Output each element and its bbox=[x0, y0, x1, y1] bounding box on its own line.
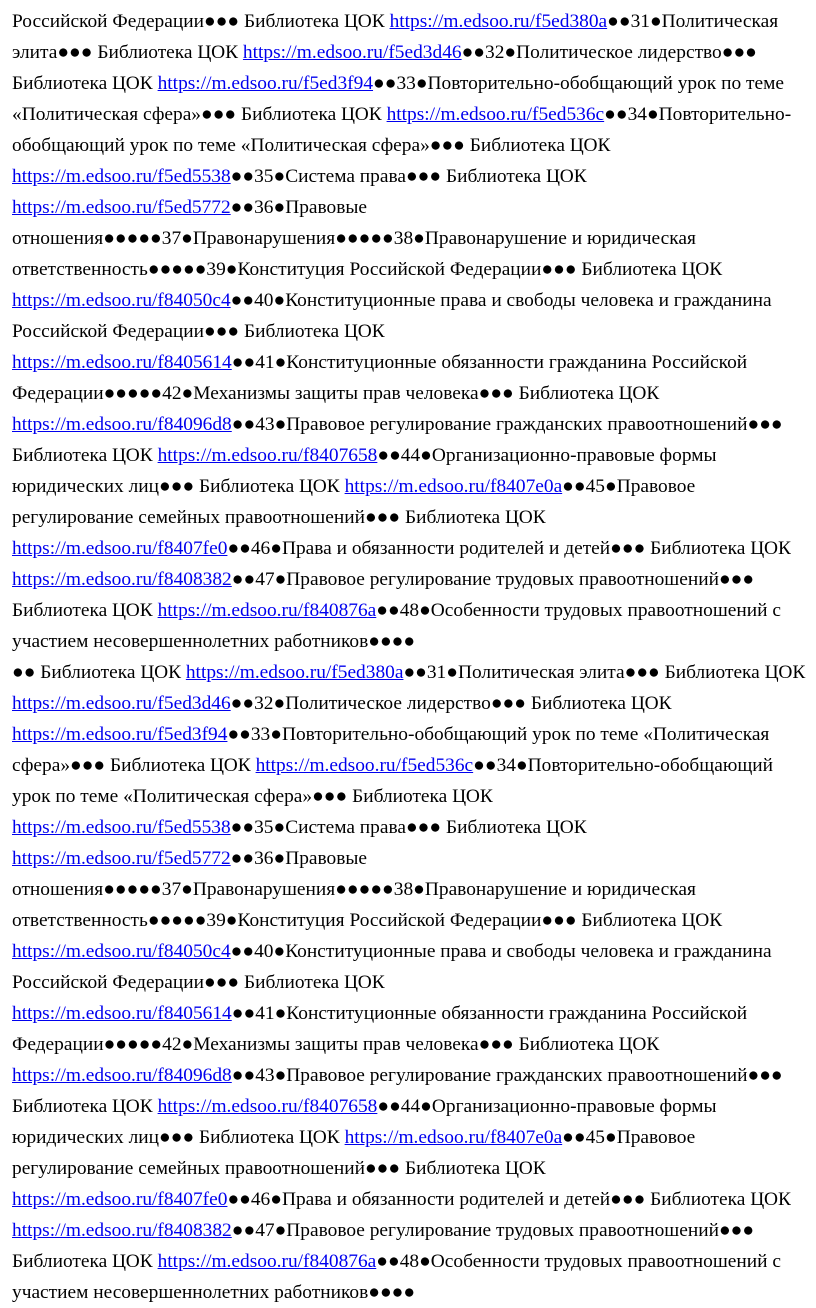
document-text: ●●32●Политическое лидерство●●● Библиотека ЦОК bbox=[230, 693, 672, 714]
document-text: ●●35●Система права●●● Библиотека ЦОК bbox=[230, 817, 587, 838]
library-link[interactable]: https://m.edsoo.ru/f5ed5772 bbox=[12, 848, 231, 869]
document-text: ●● Библиотека ЦОК bbox=[12, 662, 186, 683]
library-link[interactable]: https://m.edsoo.ru/f8408382 bbox=[12, 569, 232, 590]
document-text: ●●33●Повторительно-обобщающий урок по теме «Политическая сфера»●●● Библиотека ЦОК bbox=[12, 73, 784, 125]
library-link[interactable]: https://m.edsoo.ru/f840876a bbox=[157, 600, 377, 621]
library-link[interactable]: https://m.edsoo.ru/f8407658 bbox=[157, 445, 378, 466]
library-link[interactable]: https://m.edsoo.ru/f5ed3f94 bbox=[12, 724, 228, 745]
library-link[interactable]: https://m.edsoo.ru/f5ed3d46 bbox=[12, 693, 231, 714]
library-link[interactable]: https://m.edsoo.ru/f840876a bbox=[157, 1251, 377, 1272]
document-text: ●●31●Политическая элита●●● Библиотека ЦОК bbox=[403, 662, 806, 683]
document-text: ●●44●Организационно-правовые формы юридических лиц●●● Библиотека ЦОК bbox=[12, 445, 717, 497]
library-link[interactable]: https://m.edsoo.ru/f5ed3f94 bbox=[157, 73, 374, 94]
document-text: ●●47●Правовое регулирование трудовых правоотношений●●● Библиотека ЦОК bbox=[12, 1220, 755, 1272]
document-text: ●●40●Конституционные права и свободы человека и гражданина Российской Федерации●●● Библиотека ЦОК bbox=[12, 290, 772, 342]
library-link[interactable]: https://m.edsoo.ru/f8405614 bbox=[12, 1003, 232, 1024]
library-link[interactable]: https://m.edsoo.ru/f8407e0a bbox=[344, 1127, 563, 1148]
library-link[interactable]: https://m.edsoo.ru/f8405614 bbox=[12, 352, 232, 373]
library-link[interactable]: https://m.edsoo.ru/f84096d8 bbox=[12, 1065, 232, 1086]
document-text: ●●34●Повторительно-обобщающий урок по теме «Политическая сфера»●●● Библиотека ЦОК bbox=[12, 104, 792, 156]
document-text: ●●47●Правовое регулирование трудовых правоотношений●●● Библиотека ЦОК bbox=[12, 569, 755, 621]
library-link[interactable]: https://m.edsoo.ru/f8407fe0 bbox=[12, 538, 228, 559]
library-link[interactable]: https://m.edsoo.ru/f5ed536c bbox=[255, 755, 474, 776]
document-text: ●●34●Повторительно-обобщающий урок по теме «Политическая сфера»●●● Библиотека ЦОК bbox=[12, 755, 774, 807]
document-text: ●●31●Политическая элита●●● Библиотека ЦОК bbox=[12, 11, 779, 63]
library-link[interactable]: https://m.edsoo.ru/f8407e0a bbox=[344, 476, 563, 497]
library-link[interactable]: https://m.edsoo.ru/f5ed380a bbox=[185, 662, 404, 683]
library-link[interactable]: https://m.edsoo.ru/f5ed536c bbox=[386, 104, 605, 125]
document-text: ●●36●Правовые отношения●●●●●37●Правонарушения●●●●●38●Правонарушение и юридическая ответственность●●●●●39●Конституция Российской Федерации●●● Библиотека ЦОК bbox=[12, 848, 723, 931]
document-text: ●●44●Организационно-правовые формы юридических лиц●●● Библиотека ЦОК bbox=[12, 1096, 717, 1148]
document-text: ●●32●Политическое лидерство●●● Библиотека ЦОК bbox=[12, 42, 757, 94]
document-text: ●●33●Повторительно-обобщающий урок по теме «Политическая сфера»●●● Библиотека ЦОК bbox=[12, 724, 770, 776]
document-text: ●●45●Правовое регулирование семейных правоотношений●●● Библиотека ЦОК bbox=[12, 1127, 696, 1179]
library-link[interactable]: https://m.edsoo.ru/f84096d8 bbox=[12, 414, 232, 435]
document-text: ●●43●Правовое регулирование гражданских правоотношений●●● Библиотека ЦОК bbox=[12, 1065, 783, 1117]
document-text: ●●41●Конституционные обязанности гражданина Российской Федерации●●●●●42●Механизмы защиты прав человека●●● Библиотека ЦОК bbox=[12, 352, 748, 404]
library-link[interactable]: https://m.edsoo.ru/f8407fe0 bbox=[12, 1189, 228, 1210]
document-text: ●●46●Права и обязанности родителей и детей●●● Библиотека ЦОК bbox=[227, 538, 791, 559]
document-text: ●●35●Система права●●● Библиотека ЦОК bbox=[230, 166, 587, 187]
document-text: ●●43●Правовое регулирование гражданских правоотношений●●● Библиотека ЦОК bbox=[12, 414, 783, 466]
document-text: ●●41●Конституционные обязанности гражданина Российской Федерации●●●●●42●Механизмы защиты прав человека●●● Библиотека ЦОК bbox=[12, 1003, 748, 1055]
document-text: Российской Федерации●●● Библиотека ЦОК bbox=[12, 11, 390, 32]
library-link[interactable]: https://m.edsoo.ru/f8408382 bbox=[12, 1220, 232, 1241]
document-text: ●●48●Особенности трудовых правоотношений с участием несовершеннолетних работников●●●● bbox=[12, 600, 781, 652]
document-text: ●●46●Права и обязанности родителей и детей●●● Библиотека ЦОК bbox=[227, 1189, 791, 1210]
library-link[interactable]: https://m.edsoo.ru/f5ed3d46 bbox=[242, 42, 462, 63]
library-link[interactable]: https://m.edsoo.ru/f5ed380a bbox=[389, 11, 608, 32]
document-text: ●●45●Правовое регулирование семейных правоотношений●●● Библиотека ЦОК bbox=[12, 476, 696, 528]
library-link[interactable]: https://m.edsoo.ru/f5ed5538 bbox=[12, 166, 231, 187]
library-link[interactable]: https://m.edsoo.ru/f5ed5538 bbox=[12, 817, 231, 838]
library-link[interactable]: https://m.edsoo.ru/f5ed5772 bbox=[12, 197, 231, 218]
library-link[interactable]: https://m.edsoo.ru/f84050c4 bbox=[12, 290, 231, 311]
library-link[interactable]: https://m.edsoo.ru/f8407658 bbox=[157, 1096, 378, 1117]
library-link[interactable]: https://m.edsoo.ru/f84050c4 bbox=[12, 941, 231, 962]
document-text: ●●40●Конституционные права и свободы человека и гражданина Российской Федерации●●● Библиотека ЦОК bbox=[12, 941, 772, 993]
document-text: ●●48●Особенности трудовых правоотношений с участием несовершеннолетних работников●●●● bbox=[12, 1251, 781, 1303]
document-text: ●●36●Правовые отношения●●●●●37●Правонарушения●●●●●38●Правонарушение и юридическая ответственность●●●●●39●Конституция Российской Федерации●●● Библиотека ЦОК bbox=[12, 197, 723, 280]
